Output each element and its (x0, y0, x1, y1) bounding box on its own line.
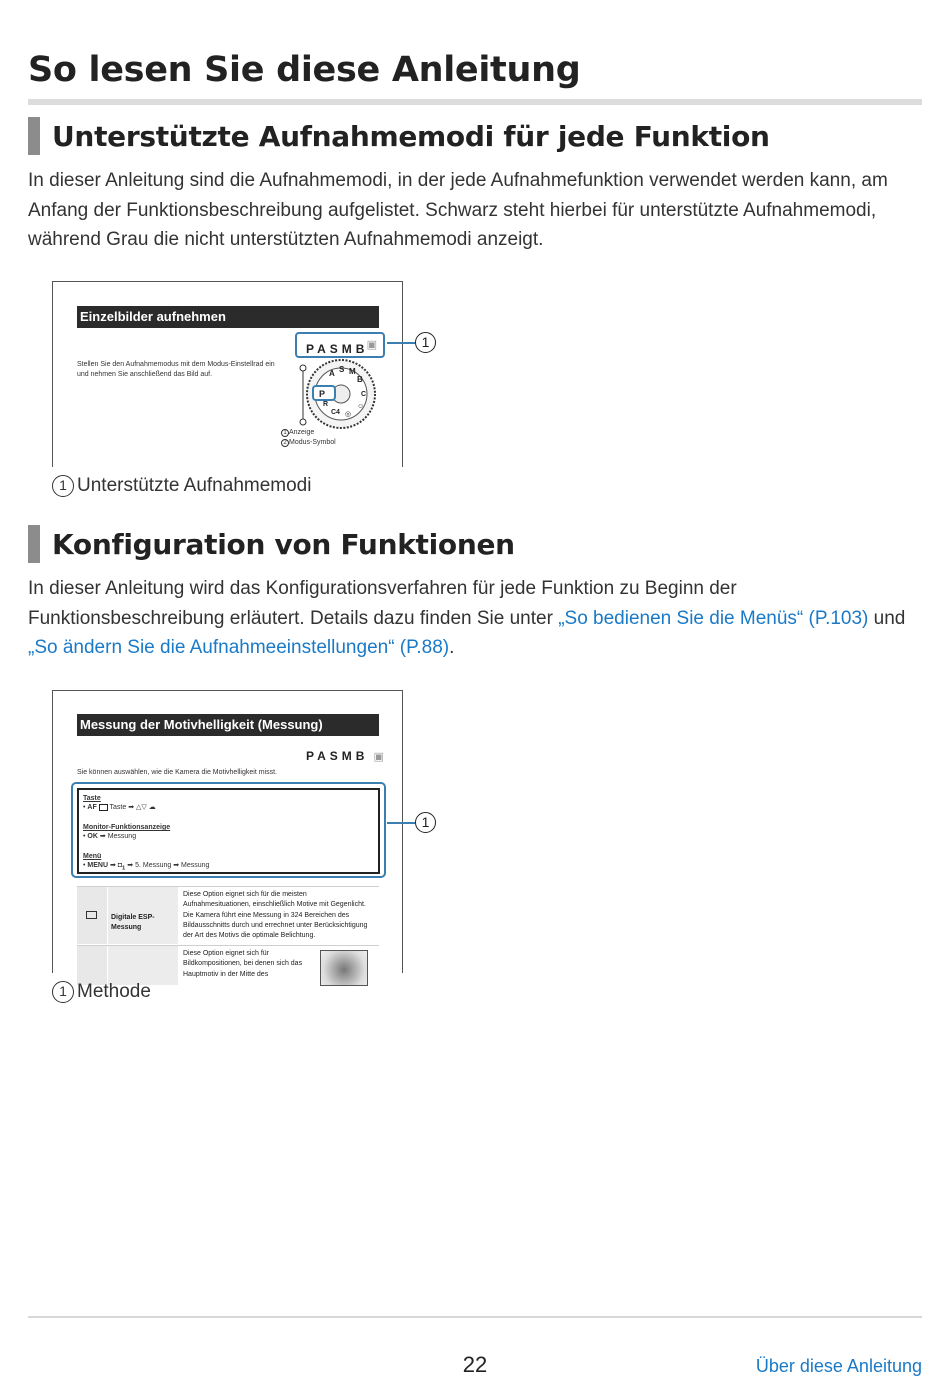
table-desc-cell: Diese Option eignet sich für die meisten Aufnahmesituationen, einschließlich Motive mit Gegenlicht. Die Kamera führt eine Messung in 324 Bereichen des Bildausschnitts durch und errechnet unter Berücksichtigung der Art des Motivs die optimale Belichtung. (183, 891, 368, 940)
svg-text:P: P (319, 389, 326, 399)
mode-letters: PASMB (306, 749, 369, 763)
figure-title: Einzelbilder aufnehmen (77, 306, 379, 328)
ok-key: OK (87, 833, 98, 840)
mode-letters-row (306, 745, 384, 764)
title-divider (28, 99, 922, 105)
figure-intro: Sie können auswählen, wie die Kamera die Motivhelligkeit misst. (77, 769, 277, 776)
figure-caption (52, 475, 311, 497)
figure-configuration (52, 690, 403, 978)
caption-number: 1 (52, 475, 74, 497)
svg-text:A: A (329, 369, 335, 378)
section-heading-text: Unterstützte Aufnahmemodi für jede Funktion (52, 119, 770, 153)
section-heading-text: Konfiguration von Funktionen (52, 527, 515, 561)
section-body: In dieser Anleitung sind die Aufnahmemodi, in der jede Aufnahmefunktion verwendet werden kann, am Anfang der Funktionsbeschreibung aufgelistet. Schwarz steht hierbei für unterstützte Aufnahmemodi, während Grau die nicht unterstützten Aufnahmemodi anzeigt. (28, 170, 888, 250)
method-inner-box (77, 788, 380, 874)
svg-text:S: S (339, 365, 345, 374)
link-change-settings[interactable]: „So ändern Sie die Aufnahmeeinstellungen“ (P.88) (28, 637, 450, 658)
page-number: 22 (462, 1352, 488, 1377)
dial-label-1-text: Anzeige (289, 429, 315, 436)
svg-text:B: B (357, 375, 363, 384)
callout-line (387, 822, 415, 824)
heading-bar (28, 117, 40, 155)
table-desc-cell: Diese Option eignet sich für Bildkompositionen, bei denen sich das Hauptmotiv in der Mitte des (183, 950, 303, 978)
caption-text: Methode (77, 981, 151, 1002)
menu-step: 5. Messung (135, 862, 172, 869)
footer-link-about-manual[interactable]: Über diese Anleitung (755, 1356, 922, 1376)
svg-text:C: C (361, 391, 367, 398)
taste-heading: Taste (83, 795, 101, 802)
table-row (77, 945, 379, 985)
arrow-icon: ➡ (99, 833, 106, 840)
figure-text-line2: und nehmen Sie anschließend das Bild auf. (77, 371, 213, 378)
heading-bar (28, 525, 40, 563)
menu-line: • MENU ➡ $◘_1$ ➡ 5. Messung ➡ Messung (83, 862, 210, 872)
table-icon-cell (77, 887, 107, 944)
svg-text:◎: ◎ (345, 411, 352, 418)
figure-caption (52, 981, 151, 1003)
dial-label-2-num: 2 (281, 439, 289, 447)
arrow-keys-icon: △▽ (136, 804, 147, 811)
movie-mode-icon: ▣ (373, 750, 384, 763)
callout-line (387, 342, 415, 344)
af-key: AF (87, 804, 97, 811)
monitor-line: • OK ➡ Messung (83, 833, 137, 840)
section-body (28, 574, 908, 663)
callout-marker: 1 (415, 332, 436, 353)
body-text: . (449, 637, 455, 658)
taste-line: • AF Taste ➡ △▽ ☁ (83, 804, 156, 811)
menu-key: MENU (87, 862, 109, 869)
caption-text: Unterstützte Aufnahmemodi (77, 475, 312, 496)
mode-highlight-box (295, 332, 385, 358)
dial-icon: ☁ (148, 804, 156, 811)
monitor-heading: Monitor-Funktionsanzeige (83, 824, 171, 831)
monitor-target: Messung (107, 833, 137, 840)
mode-letters: PASMB (306, 342, 369, 356)
figure-supported-modes (52, 281, 403, 467)
section-heading-modes (28, 117, 770, 155)
svg-text:R: R (323, 401, 329, 408)
dial-label-2-text: Modus-Symbol (289, 439, 336, 446)
figure-title: Messung der Motivhelligkeit (Messung) (77, 714, 379, 736)
movie-mode-icon: ▣ (366, 338, 377, 351)
svg-text:C4: C4 (331, 409, 340, 416)
caption-number: 1 (52, 981, 74, 1003)
link-menu-operation[interactable]: „So bedienen Sie die Menüs“ (P.103) (558, 607, 869, 629)
camera-tab-icon: $◘_1$ (117, 862, 126, 872)
menu-heading: Menü (83, 853, 102, 860)
arrow-icon: ➡ (128, 804, 135, 811)
svg-text:☺: ☺ (357, 403, 365, 410)
dial-label-2 (281, 438, 336, 448)
table-name-cell: Digitale ESP-Messung (108, 887, 178, 944)
table-icon-cell (77, 946, 107, 985)
footer-divider (28, 1316, 922, 1318)
figure-text-line1: Stellen Sie den Aufnahmemodus mit dem Modus-Einstellrad ein (77, 361, 275, 368)
metering-icon (99, 804, 108, 811)
taste-word: Taste (109, 804, 127, 811)
dial-label-1 (281, 428, 314, 438)
arrow-icon: ➡ (127, 862, 134, 869)
body-text: und (868, 607, 906, 629)
table-row (77, 886, 379, 944)
menu-target: Messung (181, 862, 210, 869)
esp-metering-icon (86, 911, 97, 919)
mode-dial-icon (285, 358, 385, 430)
arrow-icon: ➡ (109, 862, 116, 869)
table-name-cell (108, 946, 178, 985)
dial-label-1-num: 1 (281, 429, 289, 437)
body-text: In dieser Anleitung wird das Konfigurationsverfahren für jede Funktion zu Beginn der Funktionsbeschreibung erläutert. Details dazu finden Sie unter (28, 578, 737, 629)
arrow-icon: ➡ (173, 862, 180, 869)
callout-marker: 1 (415, 812, 436, 833)
camera-tab-number: 1 (122, 865, 126, 872)
method-highlight-box (71, 782, 386, 878)
svg-text:M: M (349, 367, 356, 376)
center-weighted-thumbnail (320, 950, 368, 986)
page-title: So lesen Sie diese Anleitung (28, 50, 581, 90)
section-heading-config (28, 525, 515, 563)
